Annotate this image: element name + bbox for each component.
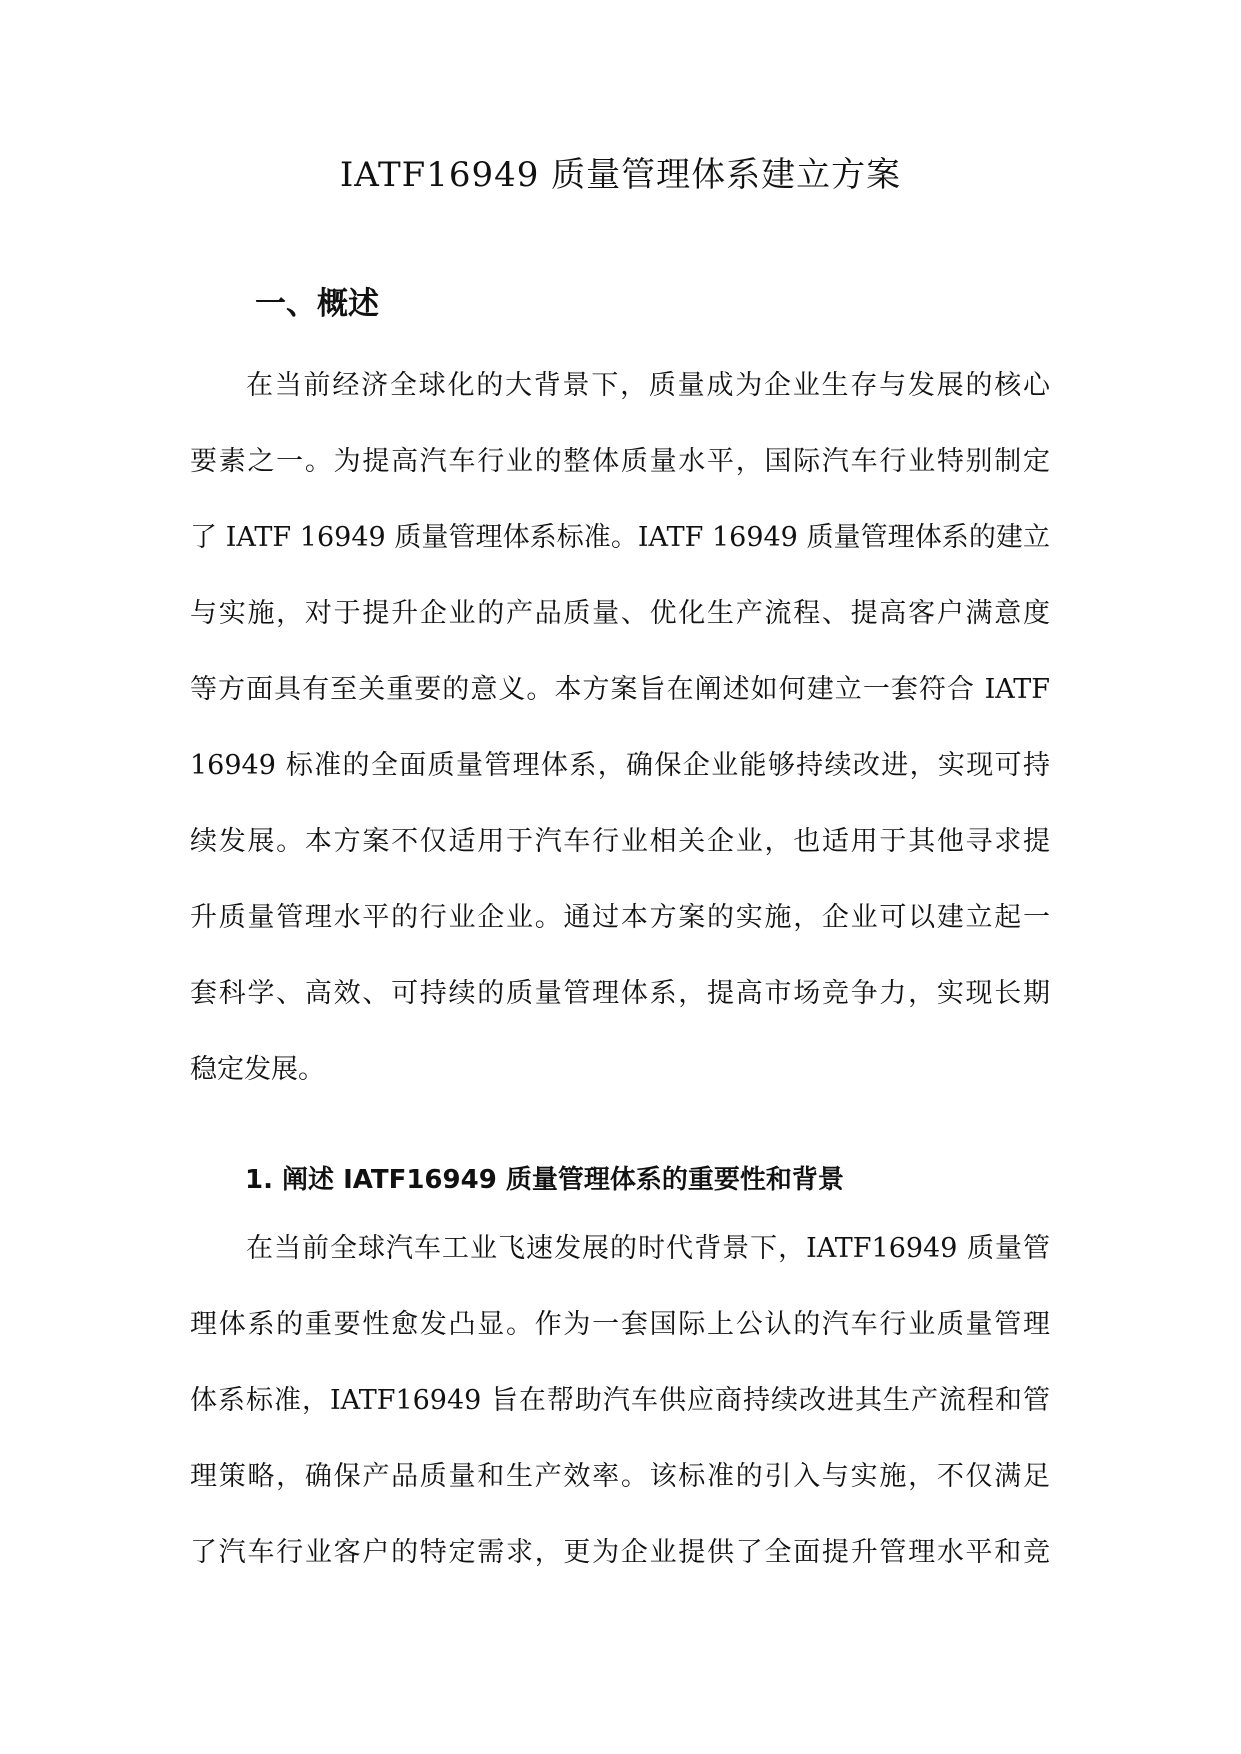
paragraph-line: 了 IATF 16949 质量管理体系标准。IATF 16949 质量管理体系的建立 [190, 522, 1050, 553]
paragraph-line: 等方面具有至关重要的意义。本方案旨在阐述如何建立一套符合 IATF [190, 674, 1050, 705]
paragraph-line: 套科学、高效、可持续的质量管理体系，提高市场竞争力，实现长期 [190, 978, 1050, 1009]
paragraph-line: 在当前全球汽车工业飞速发展的时代背景下，IATF16949 质量管 [246, 1233, 1050, 1264]
paragraph-line: 了汽车行业客户的特定需求，更为企业提供了全面提升管理水平和竞 [190, 1537, 1050, 1568]
paragraph-line: 理体系的重要性愈发凸显。作为一套国际上公认的汽车行业质量管理 [190, 1309, 1050, 1340]
paragraph-line: 在当前经济全球化的大背景下，质量成为企业生存与发展的核心 [246, 370, 1050, 401]
importance-paragraph [190, 1227, 1050, 1607]
paragraph-line: 升质量管理水平的行业企业。通过本方案的实施，企业可以建立起一 [190, 902, 1050, 933]
paragraph-line: 理策略，确保产品质量和生产效率。该标准的引入与实施，不仅满足 [190, 1461, 1050, 1492]
paragraph-line: 要素之一。为提高汽车行业的整体质量水平，国际汽车行业特别制定 [190, 446, 1050, 477]
overview-paragraph [190, 364, 1050, 1124]
paragraph-line: 与实施，对于提升企业的产品质量、优化生产流程、提高客户满意度 [190, 598, 1050, 629]
paragraph-line: 16949 标准的全面质量管理体系，确保企业能够持续改进，实现可持 [190, 750, 1050, 781]
paragraph-line: 稳定发展。 [190, 1054, 325, 1085]
section-heading-overview: 一、概述 [255, 286, 379, 322]
paragraph-line: 体系标准，IATF16949 旨在帮助汽车供应商持续改进其生产流程和管 [190, 1385, 1050, 1416]
subsection-heading-importance: 1. 阐述 IATF16949 质量管理体系的重要性和背景 [245, 1165, 844, 1195]
paragraph-line: 续发展。本方案不仅适用于汽车行业相关企业，也适用于其他寻求提 [190, 826, 1050, 857]
document-title: IATF16949 质量管理体系建立方案 [339, 155, 902, 195]
